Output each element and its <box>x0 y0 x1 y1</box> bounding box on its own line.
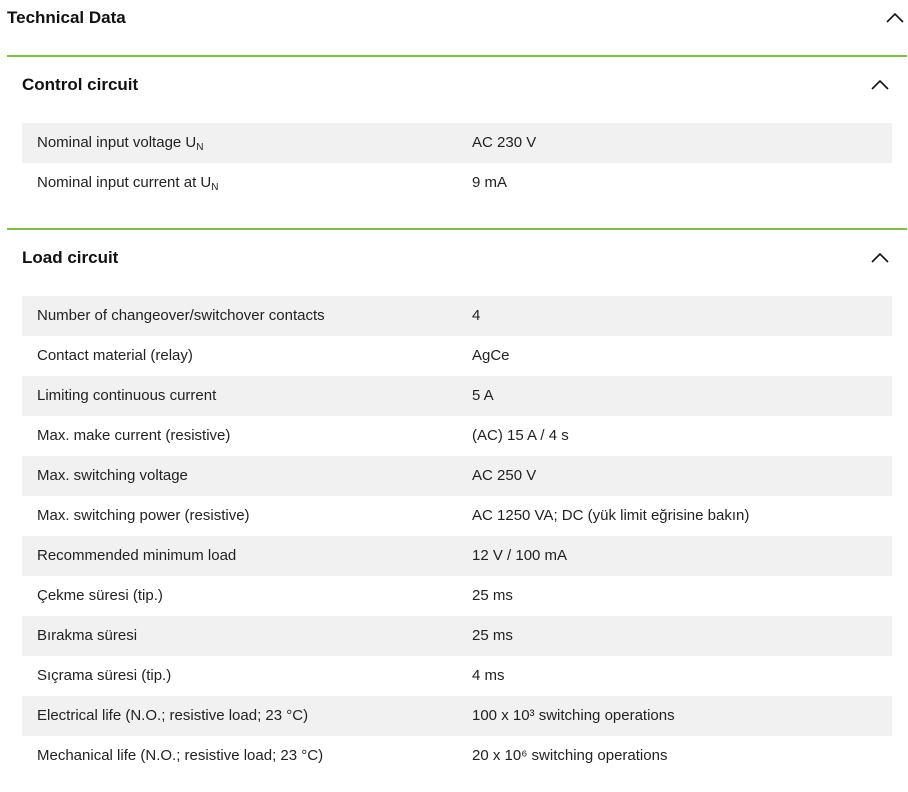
page-title: Technical Data <box>7 8 126 27</box>
load-circuit-table <box>22 296 892 776</box>
chevron-up-icon[interactable] <box>870 77 890 91</box>
table-row <box>22 163 892 203</box>
row-value: 100 x 10³ switching operations <box>472 707 675 724</box>
row-value: 12 V / 100 mA <box>472 547 568 564</box>
row-label: Çekme süresi (tip.) <box>37 587 163 604</box>
table-row <box>22 376 892 416</box>
table-row <box>22 536 892 576</box>
load-circuit-section <box>7 228 907 790</box>
section-title-control-circuit: Control circuit <box>22 75 139 94</box>
table-row <box>22 416 892 456</box>
row-label: Number of changeover/switchover contacts <box>37 307 325 324</box>
row-value: 25 ms <box>472 627 513 644</box>
chevron-up-icon[interactable] <box>870 250 890 264</box>
row-label: Mechanical life (N.O.; resistive load; 23 °C) <box>37 747 324 764</box>
table-row <box>22 736 892 776</box>
table-row <box>22 616 892 656</box>
row-label: Bırakma süresi <box>37 627 138 644</box>
row-value: AC 250 V <box>472 467 537 484</box>
control-circuit-table <box>22 123 892 203</box>
row-label: Nominal input current at $U_N$ <box>37 174 219 193</box>
row-value: 4 <box>472 307 481 324</box>
row-value: AgCe <box>472 347 510 364</box>
technical-data-header[interactable] <box>0 0 908 36</box>
chevron-up-icon[interactable] <box>885 10 905 24</box>
row-value: (AC) 15 A / 4 s <box>472 427 569 444</box>
table-row <box>22 496 892 536</box>
row-value: 5 A <box>472 387 494 404</box>
row-value: AC 1250 VA; DC (yük limit eğrisine bakın) <box>472 507 750 524</box>
table-row <box>22 296 892 336</box>
row-label: Nominal input voltage $U_N$ <box>37 134 204 153</box>
row-value: AC 230 V <box>472 134 537 151</box>
row-label: Recommended minimum load <box>37 547 237 564</box>
row-label: Max. switching voltage <box>37 467 188 484</box>
table-row <box>22 576 892 616</box>
row-value: 25 ms <box>472 587 513 604</box>
section-title-load-circuit: Load circuit <box>22 248 119 267</box>
table-row <box>22 123 892 163</box>
table-row <box>22 696 892 736</box>
control-circuit-section <box>7 55 907 229</box>
row-label: Limiting continuous current <box>37 387 217 404</box>
table-row <box>22 456 892 496</box>
row-label: Sıçrama süresi (tip.) <box>37 667 172 684</box>
table-row <box>22 336 892 376</box>
row-label: Max. make current (resistive) <box>37 427 231 444</box>
row-label: Max. switching power (resistive) <box>37 507 250 524</box>
row-label: Electrical life (N.O.; resistive load; 23 °C) <box>37 707 309 724</box>
row-value: 9 mA <box>472 174 508 191</box>
row-label: Contact material (relay) <box>37 347 193 364</box>
row-value: 4 ms <box>472 667 505 684</box>
row-value: 20 x 10⁶ switching operations <box>472 747 668 764</box>
table-row <box>22 656 892 696</box>
